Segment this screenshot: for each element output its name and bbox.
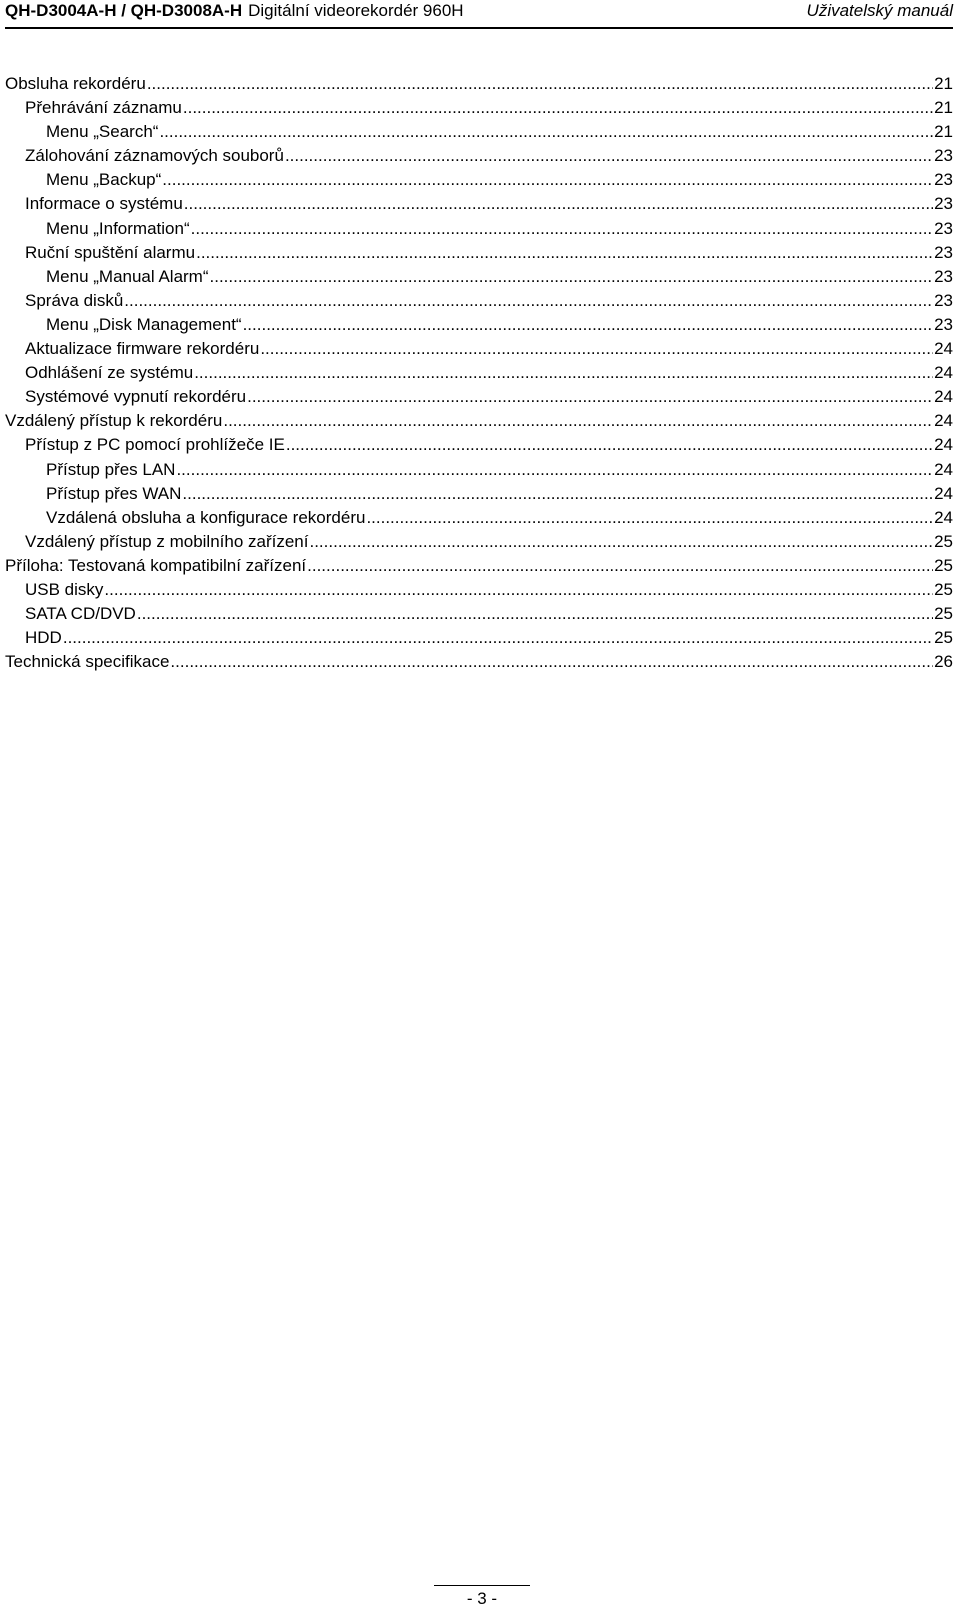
toc-entry[interactable] bbox=[5, 265, 953, 289]
toc-entry-page: 23 bbox=[934, 146, 953, 166]
toc-entry-page: 23 bbox=[934, 266, 953, 286]
toc-entry[interactable] bbox=[5, 120, 953, 144]
toc-dot-leader bbox=[104, 578, 933, 602]
toc-entry-label: Menu „Search“ bbox=[46, 122, 159, 142]
toc-dot-leader bbox=[182, 482, 933, 506]
toc-entry-page: 24 bbox=[934, 363, 953, 383]
model-code: QH-D3004A-H / QH-D3008A-H bbox=[5, 1, 243, 20]
toc-entry[interactable] bbox=[5, 168, 953, 192]
toc-dot-leader bbox=[307, 554, 933, 578]
toc-dot-leader bbox=[124, 289, 933, 313]
toc-entry-label: Vzdálená obsluha a konfigurace rekordéru bbox=[46, 507, 366, 527]
toc-dot-leader bbox=[366, 506, 933, 530]
toc-entry-label: Přístup přes WAN bbox=[46, 483, 182, 503]
toc-entry[interactable] bbox=[5, 506, 953, 530]
toc-entry-label: Menu „Backup“ bbox=[46, 170, 162, 190]
toc-dot-leader bbox=[210, 265, 934, 289]
table-of-contents bbox=[5, 72, 953, 674]
toc-entry-page: 24 bbox=[934, 411, 953, 431]
toc-dot-leader bbox=[137, 602, 933, 626]
toc-entry[interactable] bbox=[5, 385, 953, 409]
toc-entry-page: 23 bbox=[934, 218, 953, 238]
toc-dot-leader bbox=[147, 72, 933, 96]
toc-entry-label: Odhlášení ze systému bbox=[25, 363, 194, 383]
toc-entry-label: Vzdálený přístup z mobilního zařízení bbox=[25, 531, 309, 551]
toc-entry[interactable] bbox=[5, 144, 953, 168]
toc-entry-page: 21 bbox=[934, 122, 953, 142]
toc-dot-leader bbox=[184, 192, 933, 216]
toc-entry-label: Informace o systému bbox=[25, 194, 183, 214]
toc-entry-page: 23 bbox=[934, 314, 953, 334]
toc-entry[interactable] bbox=[5, 458, 953, 482]
toc-entry[interactable] bbox=[5, 289, 953, 313]
toc-dot-leader bbox=[170, 650, 933, 674]
toc-dot-leader bbox=[286, 433, 933, 457]
toc-entry-label: Obsluha rekordéru bbox=[5, 74, 146, 93]
toc-dot-leader bbox=[194, 361, 933, 385]
toc-entry[interactable] bbox=[5, 433, 953, 457]
toc-dot-leader bbox=[63, 626, 933, 650]
toc-entry[interactable] bbox=[5, 361, 953, 385]
toc-entry[interactable] bbox=[5, 313, 953, 337]
toc-dot-leader bbox=[191, 217, 933, 241]
toc-entry-label: Systémové vypnutí rekordéru bbox=[25, 387, 247, 407]
toc-entry[interactable] bbox=[5, 192, 953, 216]
toc-entry-page: 23 bbox=[934, 290, 953, 310]
product-name: Digitální videorekordér 960H bbox=[248, 1, 464, 20]
toc-entry[interactable] bbox=[5, 96, 953, 120]
page-number: - 3 - bbox=[434, 1585, 530, 1612]
toc-entry-label: Menu „Manual Alarm“ bbox=[46, 266, 209, 286]
toc-entry-label: Přístup z PC pomocí prohlížeče IE bbox=[25, 435, 285, 455]
toc-entry-label: Menu „Disk Management“ bbox=[46, 314, 242, 334]
toc-entry[interactable] bbox=[5, 72, 953, 96]
toc-entry-label: SATA CD/DVD bbox=[25, 604, 136, 624]
toc-entry-page: 25 bbox=[934, 531, 953, 551]
toc-dot-leader bbox=[247, 385, 933, 409]
toc-entry[interactable] bbox=[5, 530, 953, 554]
toc-entry-label: USB disky bbox=[25, 579, 104, 599]
toc-entry[interactable] bbox=[5, 626, 953, 650]
toc-dot-leader bbox=[285, 144, 933, 168]
toc-entry-label: Příloha: Testovaná kompatibilní zařízení bbox=[5, 555, 307, 575]
toc-entry-page: 25 bbox=[934, 628, 953, 648]
toc-entry[interactable] bbox=[5, 337, 953, 361]
toc-dot-leader bbox=[243, 313, 934, 337]
toc-dot-leader bbox=[196, 241, 933, 265]
page-header bbox=[5, 0, 953, 29]
toc-entry[interactable] bbox=[5, 482, 953, 506]
toc-entry-page: 25 bbox=[934, 555, 953, 575]
toc-entry-label: Vzdálený přístup k rekordéru bbox=[5, 411, 223, 431]
toc-dot-leader bbox=[260, 337, 933, 361]
toc-entry-page: 23 bbox=[934, 194, 953, 214]
toc-entry[interactable] bbox=[5, 409, 953, 433]
toc-dot-leader bbox=[223, 409, 933, 433]
toc-dot-leader bbox=[183, 96, 933, 120]
toc-entry[interactable] bbox=[5, 217, 953, 241]
toc-entry-label: Zálohování záznamových souborů bbox=[25, 146, 284, 166]
toc-entry-label: Technická specifikace bbox=[5, 652, 170, 672]
toc-dot-leader bbox=[176, 458, 933, 482]
toc-entry-page: 21 bbox=[934, 74, 953, 93]
toc-entry-page: 24 bbox=[934, 507, 953, 527]
toc-entry-page: 25 bbox=[934, 579, 953, 599]
toc-entry-page: 23 bbox=[934, 242, 953, 262]
manual-title: Uživatelský manuál bbox=[806, 1, 953, 20]
toc-entry-label: Menu „Information“ bbox=[46, 218, 190, 238]
toc-entry[interactable] bbox=[5, 241, 953, 265]
toc-entry-page: 25 bbox=[934, 604, 953, 624]
toc-dot-leader bbox=[309, 530, 933, 554]
toc-entry[interactable] bbox=[5, 650, 953, 674]
toc-entry-page: 24 bbox=[934, 483, 953, 503]
toc-entry[interactable] bbox=[5, 554, 953, 578]
toc-entry[interactable] bbox=[5, 578, 953, 602]
toc-dot-leader bbox=[159, 120, 933, 144]
header-left bbox=[5, 0, 464, 22]
toc-entry-label: Ruční spuštění alarmu bbox=[25, 242, 196, 262]
toc-entry-label: Aktualizace firmware rekordéru bbox=[25, 339, 260, 359]
toc-entry-page: 21 bbox=[934, 98, 953, 118]
toc-entry-label: HDD bbox=[25, 628, 62, 648]
toc-dot-leader bbox=[162, 168, 933, 192]
toc-entry-label: Správa disků bbox=[25, 290, 124, 310]
toc-entry-label: Přístup přes LAN bbox=[46, 459, 176, 479]
toc-entry-page: 26 bbox=[934, 652, 953, 672]
toc-entry-page: 24 bbox=[934, 435, 953, 455]
toc-entry-label: Přehrávání záznamu bbox=[25, 98, 182, 118]
toc-entry-page: 24 bbox=[934, 459, 953, 479]
toc-entry-page: 24 bbox=[934, 387, 953, 407]
toc-entry-page: 24 bbox=[934, 339, 953, 359]
toc-entry[interactable] bbox=[5, 602, 953, 626]
toc-entry-page: 23 bbox=[934, 170, 953, 190]
